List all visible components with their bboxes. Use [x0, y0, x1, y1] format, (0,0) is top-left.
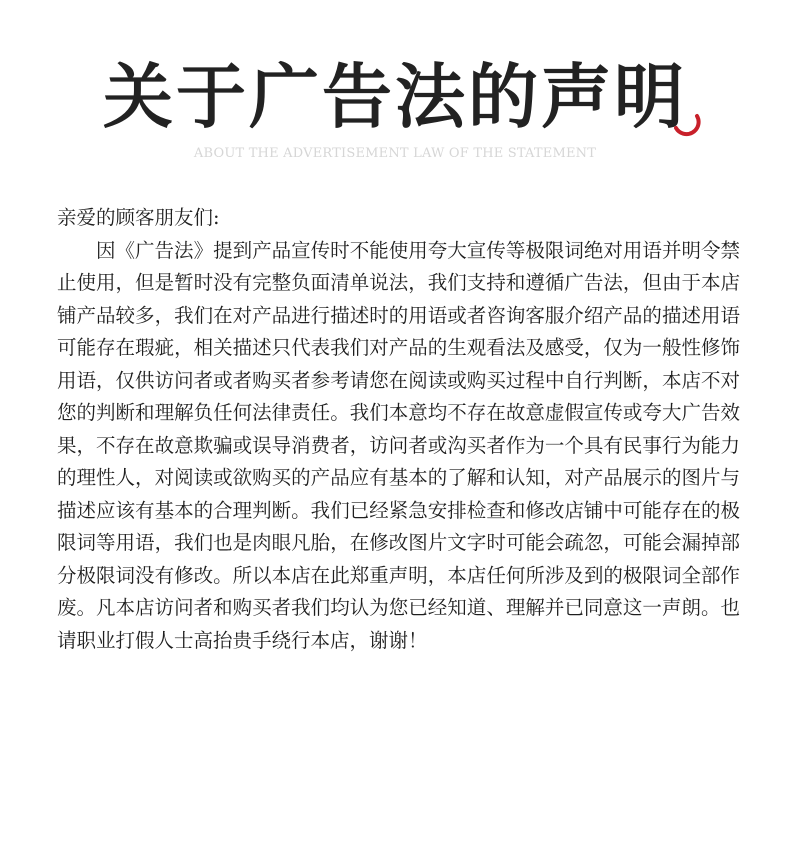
statement-body	[57, 202, 740, 657]
statement-paragraph: 因《广告法》提到产品宣传时不能使用夸大宣传等极限词绝对用语并明令禁止使用，但是暂时没有完整负面清单说法，我们支持和遵循广告法，但由于本店铺产品较多，我们在对产品进行描述时的用语或者咨询客服介绍产品的描述用语可能存在瑕疵，相关描述只代表我们对产品的生观看法及感受，仅为一般性修饰用语，仅供访问者或者购买者参考请您在阅读或购买过程中自行判断，本店不对您的判断和理解负任何法律责任。我们本意均不存在故意虚假宣传或夸大广告效果，不存在故意欺骗或误导消费者，访问者或沟买者作为一个具有民事行为能力的理性人，对阅读或欲购买的产品应有基本的了解和认知，对产品展示的图片与描述应该有基本的合理判断。我们已经紧急安排检查和修改店铺中可能存在的极限词等用语，我们也是肉眼凡胎，在修改图片文字时可能会疏忽，可能会漏掉部分极限词没有修改。所以本店在此郑重声明，本店任何所涉及到的极限词全部作废。凡本店访问者和购买者我们均认为您已经知道、理解并已同意这一声朗。也请职业打假人士高抬贵手绕行本店，谢谢！	[57, 238, 740, 652]
red-arc-decoration	[670, 108, 704, 142]
page-subtitle: ABOUT THE ADVERTISEMENT LAW OF THE STATEMENT	[193, 146, 597, 161]
greeting-text: 亲爱的顾客朋友们:	[57, 206, 220, 229]
page-title: 关于广告法的声明	[103, 56, 687, 138]
